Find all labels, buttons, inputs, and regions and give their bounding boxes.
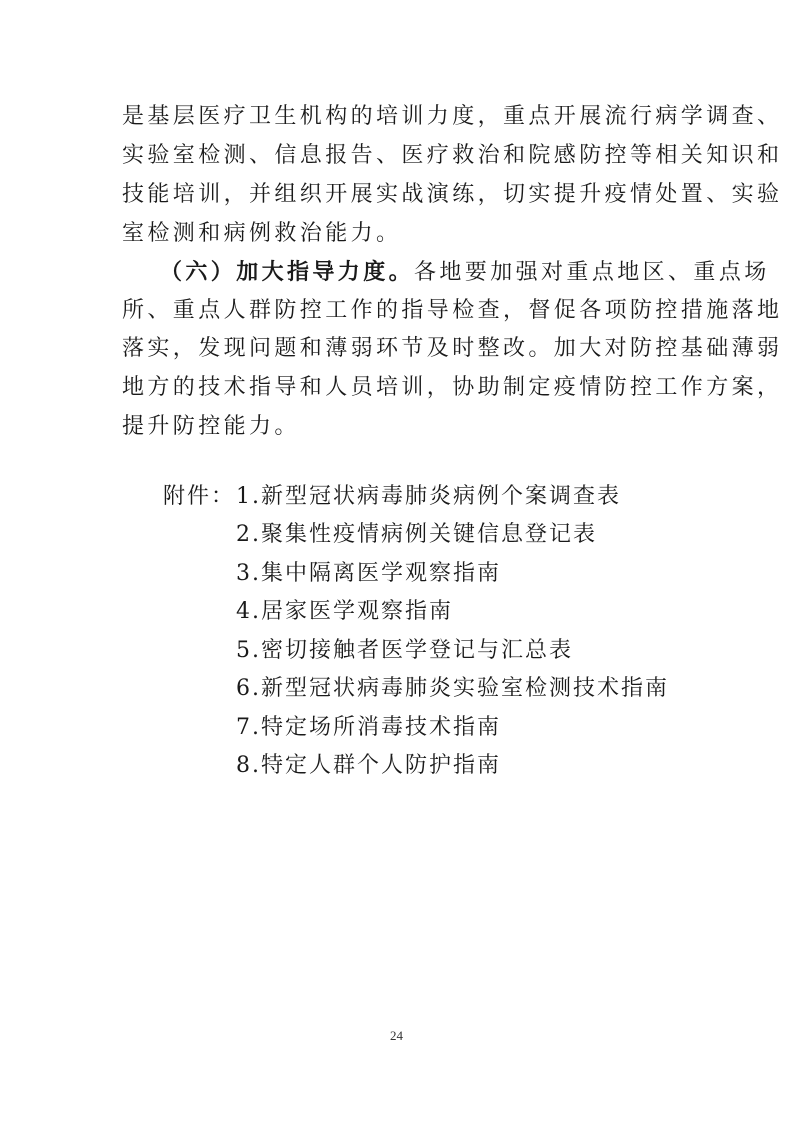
section-6-first-line <box>160 259 770 285</box>
attachment-item: 1.新型冠状病毒肺炎病例个案调查表 <box>236 484 621 509</box>
paragraph-line: 地方的技术指导和人员培训，协助制定疫情防控工作方案， <box>122 375 783 400</box>
section-6-first-line-text: 各地要加强对重点地区、重点场 <box>414 260 770 285</box>
attachment-item: 4.居家医学观察指南 <box>236 599 453 624</box>
attachment-item: 3.集中隔离医学观察指南 <box>236 561 501 586</box>
attachment-item: 8.特定人群个人防护指南 <box>236 753 501 778</box>
paragraph-line: 是基层医疗卫生机构的培训力度，重点开展流行病学调查、 <box>122 104 783 129</box>
paragraph-line: 实验室检测、信息报告、医疗救治和院感防控等相关知识和 <box>122 143 783 168</box>
paragraph-line: 室检测和病例救治能力。 <box>122 221 402 246</box>
attachment-item: 2.聚集性疫情病例关键信息登记表 <box>236 522 597 547</box>
paragraph-line: 提升防控能力。 <box>122 414 300 439</box>
paragraph-line: 落实，发现问题和薄弱环节及时整改。加大对防控基础薄弱 <box>122 336 783 361</box>
attachment-item: 7.特定场所消毒技术指南 <box>236 715 501 740</box>
page-number: 24 <box>390 1028 403 1043</box>
attachment-item: 6.新型冠状病毒肺炎实验室检测技术指南 <box>236 676 669 701</box>
attachments-label: 附件： <box>163 484 236 509</box>
paragraph-line: 所、重点人群防控工作的指导检查，督促各项防控措施落地 <box>122 298 783 323</box>
attachment-item: 5.密切接触者医学登记与汇总表 <box>236 638 573 663</box>
paragraph-line: 技能培训，并组织开展实战演练，切实提升疫情处置、实验 <box>122 182 783 207</box>
section-6-heading: （六）加大指导力度。 <box>160 259 415 285</box>
